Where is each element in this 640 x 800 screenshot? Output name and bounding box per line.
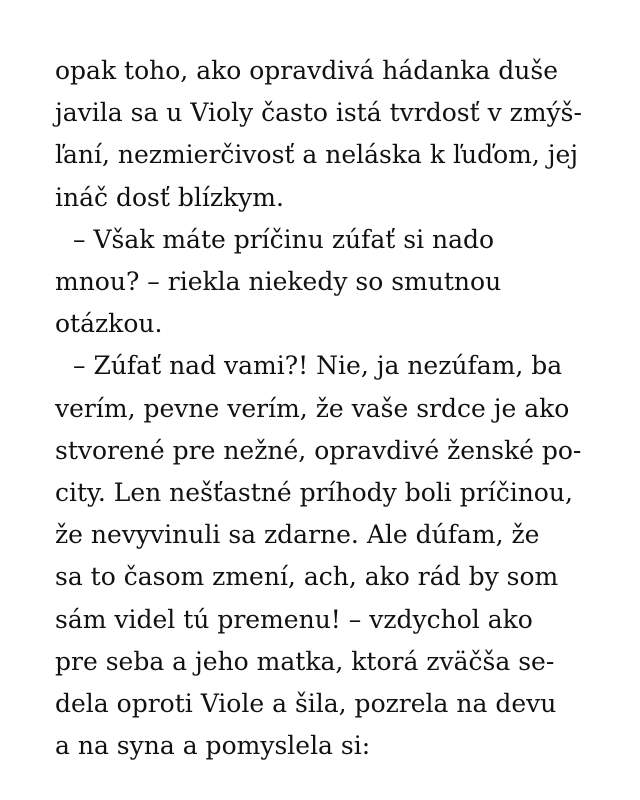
- book-text: [55, 50, 595, 767]
- text-line: javila sa u Violy často istá tvrdosť v zmýš-: [55, 98, 582, 128]
- text-line: sám videl tú premenu! – vzdychol ako: [55, 604, 533, 634]
- text-line: mnou? – riekla niekedy so smutnou: [55, 267, 502, 297]
- text-line: a na syna a pomyslela si:: [55, 731, 371, 761]
- text-line: otázkou.: [55, 309, 163, 339]
- text-line: že nevyvinuli sa zdarne. Ale dúfam, že: [55, 520, 540, 550]
- text-line: verím, pevne verím, že vaše srdce je ako: [55, 393, 570, 423]
- text-line: stvorené pre nežné, opravdivé ženské po-: [55, 435, 582, 465]
- text-line: – Zúfať nad vami?! Nie, ja nezúfam, ba: [73, 351, 563, 381]
- text-line: opak toho, ako opravdivá hádanka duše: [55, 56, 559, 85]
- text-line: sa to časom zmení, ach, ako rád by som: [55, 562, 559, 592]
- text-line: city. Len nešťastné príhody boli príčinou,: [55, 478, 573, 508]
- text-line: pre seba a jeho matka, ktorá zväčša se-: [55, 646, 555, 676]
- text-line: ináč dosť blízkym.: [55, 182, 284, 212]
- text-line: – Však máte príčinu zúfať si nado: [73, 224, 495, 254]
- text-line: ľaní, nezmierčivosť a neláska k ľuďom, jej: [55, 140, 579, 170]
- text-line: dela oproti Viole a šila, pozrela na devu: [55, 689, 557, 719]
